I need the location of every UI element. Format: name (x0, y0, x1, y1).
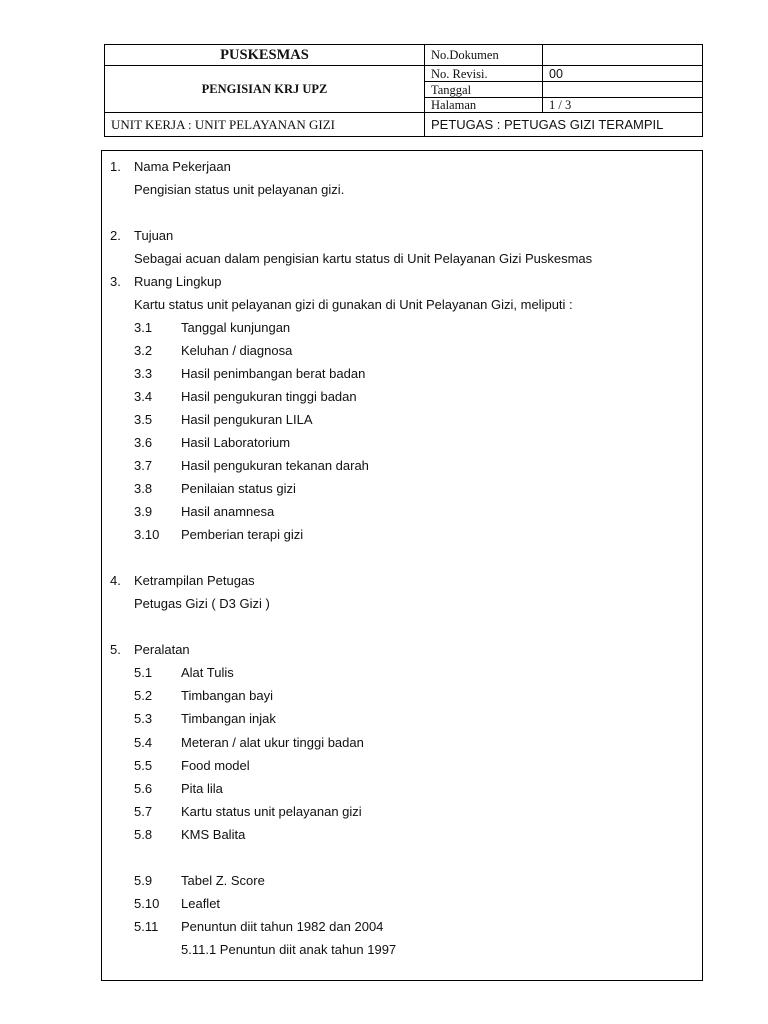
document-body (101, 150, 703, 981)
document-header-table (104, 44, 703, 137)
list-item: 5.8 KMS Balita (134, 827, 246, 842)
section-text: Kartu status unit pelayanan gizi di gunakan di Unit Pelayanan Gizi, meliputi : (134, 297, 573, 312)
section-heading (102, 642, 702, 658)
list-item: 3.10 Pemberian terapi gizi (134, 527, 304, 542)
section-heading (102, 573, 702, 589)
section-text: Sebagai acuan dalam pengisian kartu status di Unit Pelayanan Gizi Puskesmas (134, 251, 593, 266)
list-item: 3.6 Hasil Laboratorium (134, 435, 291, 450)
list-item: 3.3 Hasil penimbangan berat badan (134, 366, 366, 381)
section-number: 4. (110, 573, 121, 588)
org-name: PUSKESMAS (105, 45, 425, 66)
list-item: 5.10 Leaflet (134, 896, 221, 911)
list-item: 5.6 Pita lila (134, 781, 223, 796)
list-item: 5.2 Timbangan bayi (134, 688, 274, 703)
list-item: 3.9 Hasil anamnesa (134, 504, 275, 519)
section-text: Pengisian status unit pelayanan gizi. (134, 182, 345, 197)
section-title: Ruang Lingkup (134, 274, 222, 289)
field-value-no-revisi: 00 (543, 66, 703, 82)
field-label-no-dokumen: No.Dokumen (425, 45, 543, 66)
list-item: 3.4 Hasil pengukuran tinggi badan (134, 389, 357, 404)
list-item: 3.7 Hasil pengukuran tekanan darah (134, 458, 369, 473)
section-heading (102, 228, 702, 244)
list-subitem: 5.11.1 Penuntun diit anak tahun 1997 (181, 942, 397, 957)
list-item: 5.3 Timbangan injak (134, 711, 276, 726)
list-item: 5.11 Penuntun diit tahun 1982 dan 2004 (134, 919, 384, 934)
list-item: 5.9 Tabel Z. Score (134, 873, 265, 888)
list-item: 3.5 Hasil pengukuran LILA (134, 412, 313, 427)
list-item: 5.4 Meteran / alat ukur tinggi badan (134, 735, 364, 750)
list-item: 3.8 Penilaian status gizi (134, 481, 296, 496)
section-title: Nama Pekerjaan (134, 159, 231, 174)
list-item: 5.1 Alat Tulis (134, 665, 234, 680)
section-heading (102, 159, 702, 175)
section-number: 5. (110, 642, 121, 657)
field-value-no-dokumen (543, 45, 703, 66)
field-label-no-revisi: No. Revisi. (425, 66, 543, 82)
list-item: 5.7 Kartu status unit pelayanan gizi (134, 804, 362, 819)
field-value-halaman: 1 / 3 (543, 98, 703, 113)
section-number: 1. (110, 159, 121, 174)
section-number: 2. (110, 228, 121, 243)
field-label-halaman: Halaman (425, 98, 543, 113)
section-title: Tujuan (134, 228, 174, 243)
petugas: PETUGAS : PETUGAS GIZI TERAMPIL (425, 113, 703, 137)
section-number: 3. (110, 274, 121, 289)
list-item: 3.1 Tanggal kunjungan (134, 320, 291, 335)
document-title: PENGISIAN KRJ UPZ (105, 66, 425, 113)
list-item: 3.2 Keluhan / diagnosa (134, 343, 293, 358)
list-item: 5.5 Food model (134, 758, 250, 773)
section-title: Ketrampilan Petugas (134, 573, 255, 588)
field-value-tanggal (543, 82, 703, 98)
field-label-tanggal: Tanggal (425, 82, 543, 98)
section-heading (102, 274, 702, 290)
section-title: Peralatan (134, 642, 190, 657)
unit-kerja: UNIT KERJA : UNIT PELAYANAN GIZI (105, 113, 425, 137)
section-text: Petugas Gizi ( D3 Gizi ) (134, 596, 270, 611)
